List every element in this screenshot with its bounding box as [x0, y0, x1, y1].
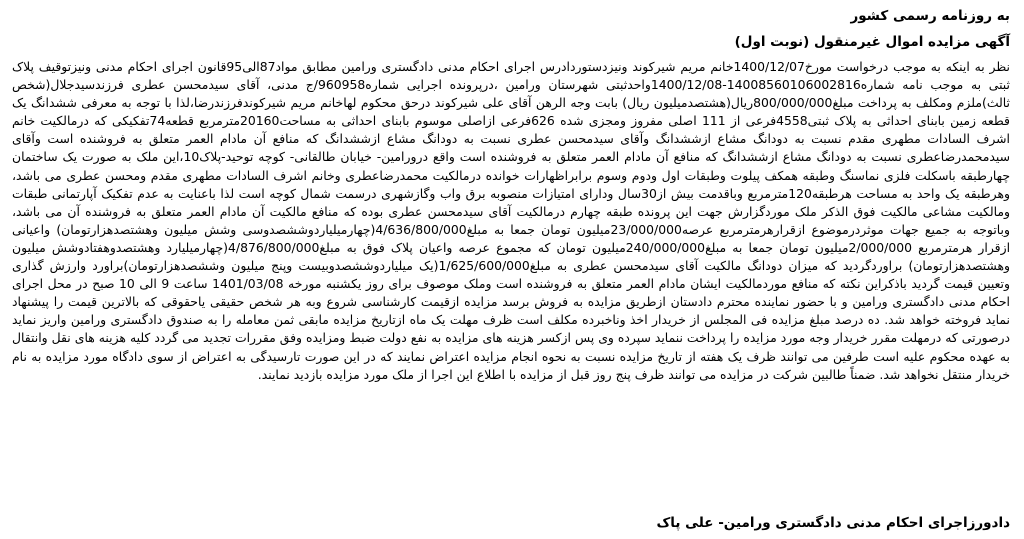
publisher-line: به روزنامه رسمی کشور	[850, 8, 1010, 24]
notice-title: آگهی مزایده اموال غیرمنقول (نوبت اول)	[734, 34, 1010, 50]
notice-body: نظر به اینکه به موجب درخواست مورخ1400/12/07خانم مریم شیرکوند ونیزدستوردادرس اجرای احکام مدنی دادگستری ورامین مطابق مواد87الی95قانون اجرای احکام مدنی ونیزتوقیف پلاک ثبتی به موجب نامه شماره14008560106002816-1400/12/08واحدثبتی شهرستان ورامین ،درپرونده اجرایی شماره960958/ج مدنی، آقای سیدمحسن عطری فرزندسیدجلال(شخص ثالث)ملزم ومکلف به پرداخت مبلغ800/000/000ریال(هشتصدمیلیون ریال) بابت وجه الرهن آقای علی شیرکوند درحق محکوم لهاخانم مریم شیرکوندفرزندرضا،لذا با توجه به معرفی ششدانگ یک قطعه زمین بابنای احداثی به پلاک ثبتی4558فرعی از 111 اصلی مفروز ومجزی شده 626فرعی ازاصلی موسوم بابنای احداثی به مساحت20160مترمربع قطعه74تفکیکی که درمالکیت خانم اشرف السادات مطهری مقدم نسبت به دودانگ مشاع ازششدانگ وآقای سیدمحسن عطری نسبت به دودانگ مشاع ازششدانگ که منافع آن مادام العمر متعلق به فروشنده است وآقای سیدمحمدرضاعطری نسبت به دودانگ مشاع ازششدانگ که منافع آن مادام العمر متعلق به فروشنده است واقع درورامین- خیابان طالقانی- کوچه توحید-پلاک10،این ملک به صورت یک ساختمان چهارطبقه باسکلت فلزی نماسنگ وطبقه همکف پیلوت وطبقات اول ودوم وسوم برابراظهارات خوانده درمالکیت محمدرضاعطری وخانم اشرف السادات مطهری مقدم ومحسن عطری می باشد، وهرطبقه یک واحد به مساحت هرطبقه120مترمربع وباقدمت بیش از30سال ودارای امتیازات منصوبه برق واب وگازشهری درسمت شمال کوچه است لذا باعنایت به عدم تفکیک آپارتمانی طبقات ومالکیت مشاعی مالکیت فوق الذکر ملک موردگزارش جهت این پرونده طبقه چهارم درمالکیت آقای سیدمحسن عطری بوده که منافع مالکیت آن مادام العمر متعلق به فروشنده آن می باشد، وباتوجه به جمیع جهات موثردرموضوع ازقرارهرمترمربع عرصه23/000/000میلیون تومان جمعا به مبلغ4/636/800/000(چهارمیلیاردوششصدوسی وشش میلیون وهشتصدهزارتومان) واعیانی ازقرار هرمترمربع 2/000/000میلیون تومان جمعا به مبلغ240/000/000میلیون تومان که مجموع عرصه واعیان پلاک فوق به مبلغ4/876/800/000(چهارمیلیارد وهشتصدوهفتادوشش میلیون وهشتصدهزارتومان) براوردگردید که میزان دودانگ مالکیت آقای سیدمحسن عطری به مبلغ1/625/600/000(یک میلیاردوششصدوبیست وپنج میلیون وششصدهزارتومان)براورد وارزش گذاری وتعیین قیمت گردید باذکراین نکته که منافع موردمالکیت ایشان مادام العمر متعلق به فروشنده است وملک موصوف برای روز یکشنبه مورخه 1401/03/08 ساعت 9 الی 10 صبح در محل اجرای احکام مدنی دادگستری ورامین و با حضور نماینده محترم دادستان ازطریق مزایده به فروش برسد مزایده ازقیمت کارشناسی شروع وبه هر شخص حقیقی یاحقوقی که بالاترین قیمت را پیشنهاد نماید فروخته خواهد شد. ده درصد مبلغ مزایده فی المجلس از خریدار اخذ وناخبرده مکلف است ظرف مهلت یک ماه ازتاریخ مزایده مابقی ثمن معامله را به صندوق دادگستری ورامین واریز نماید درصورتی که درمهلت مقرر خریدار وجه مورد مزایده را پرداخت ننماید سپرده وی پس ازکسر هزینه های مزایده به نفع دولت ضبط ومزایده وفق مقررات تجدید می گردد کلیه هزینه های نقل وانتقال به عهده محکوم علیه است طرفین می توانند ظرف یک هفته از تاریخ مزایده نسبت به نحوه انجام مزایده اعتراض نمایند که در این صورت تارسیدگی به اعتراض از سوی دادگاه مورد مزایده به نام خریدار منتقل نخواهد شد. ضمناً طالبین شرکت در مزایده می توانند ظرف پنج روز قبل از مزایده با اطلاع این اجرا از ملک مورد مزایده بازدید نمایند.	[12, 59, 1011, 382]
auction-notice	[12, 4, 1010, 535]
signature-line: دادورزاجرای احکام مدنی دادگستری ورامین- علی پاک	[656, 515, 1010, 531]
